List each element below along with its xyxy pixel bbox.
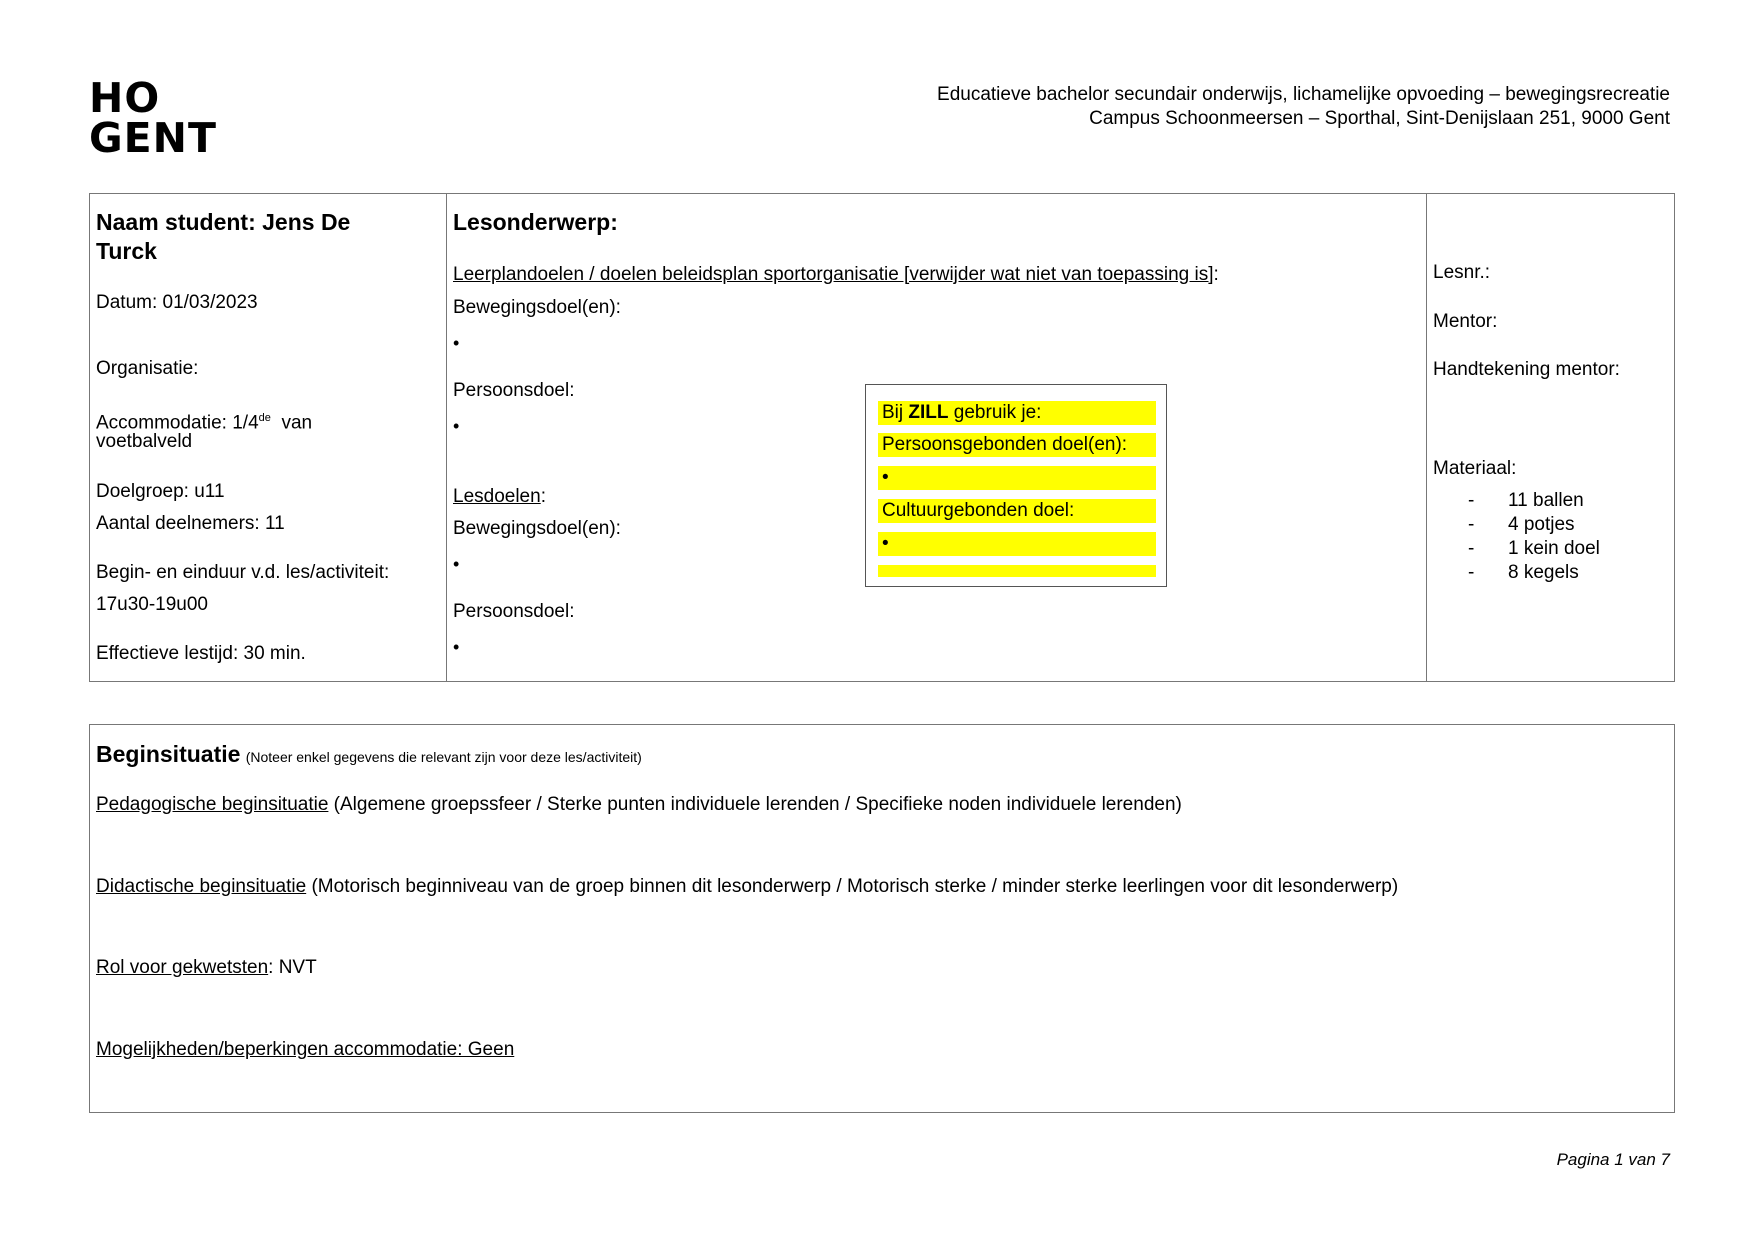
curriculum-goals-link: Leerplandoelen / doelen beleidsplan sportorganisatie [verwijder wat niet van toepassing is]: [453, 264, 1214, 285]
lesson-number-field: Lesnr.:: [1433, 262, 1491, 283]
injured-role-label: Rol voor gekwetsten: [96, 957, 269, 978]
personal-goal-label: Persoonsdoel:: [453, 380, 575, 401]
hogent-logo: [89, 74, 217, 162]
lesson-subject-title: Lesonderwerp:: [453, 209, 618, 235]
accommodation-text: Accommodatie: 1/4: [96, 412, 259, 434]
zill-empty-line: [878, 565, 1156, 577]
list-item: 11 ballen: [1508, 490, 1584, 511]
zill-bullet-2: •: [878, 532, 1156, 556]
list-item: 8 kegels: [1508, 562, 1579, 583]
personal-goal-label-2: Persoonsdoel:: [453, 601, 575, 622]
zill-bold: ZILL: [908, 402, 949, 423]
list-item: 4 potjes: [1508, 514, 1575, 535]
didactic-label: Didactische beginsituatie: [96, 876, 307, 897]
organisation-field: Organisatie:: [96, 358, 199, 379]
didactic-situation: [96, 875, 1398, 899]
student-name-line-2: Turck: [96, 238, 157, 264]
zill-box: [865, 384, 1167, 587]
pedagogical-label: Pedagogische beginsituatie: [96, 794, 329, 815]
accommodation-possibilities: Mogelijkheden/beperkingen accommodatie: Geen: [96, 1039, 515, 1060]
movement-goal-label-2: Bewegingsdoel(en):: [453, 518, 621, 539]
lesson-goals-heading: [453, 485, 546, 509]
list-item: 1 kein doel: [1508, 538, 1600, 559]
zill-bullet-1: •: [878, 466, 1156, 490]
pedagogical-situation: [96, 793, 1182, 817]
lesson-goals-label: Lesdoelen: [453, 486, 541, 507]
date-field: Datum: 01/03/2023: [96, 292, 258, 313]
colon: :: [540, 486, 546, 507]
didactic-text: (Motorisch beginniveau van de groep binnen dit lesonderwerp / Motorisch sterke / minder sterke leerlingen voor dit lesonderwerp): [306, 876, 1399, 897]
movement-goal-label: Bewegingsdoel(en):: [453, 297, 621, 318]
colon: :: [1213, 264, 1219, 285]
bullet-3: •: [453, 554, 460, 574]
beginsituatie-title: Beginsituatie: [96, 741, 241, 767]
zill-cultural-goal: Cultuurgebonden doel:: [878, 499, 1156, 523]
bullet-2: •: [453, 416, 460, 436]
zill-intro: [878, 401, 1156, 425]
student-name-line-1: Naam student: Jens De: [96, 209, 351, 235]
logo-line-1: HO: [89, 74, 161, 122]
effective-time-field: Effectieve lestijd: 30 min.: [96, 643, 306, 664]
accommodation-text-post: van: [270, 412, 313, 434]
header-line-2: Campus Schoonmeersen – Sporthal, Sint-Denijslaan 251, 9000 Gent: [1089, 108, 1670, 129]
injured-role-text: : NVT: [268, 957, 317, 978]
injured-role: [96, 956, 317, 980]
curriculum-goals-heading: [453, 263, 1219, 287]
list-dash: -: [1468, 490, 1475, 511]
logo-line-2: GENT: [89, 114, 217, 162]
beginsituatie-heading: [96, 740, 642, 769]
zill-personal-goal: Persoonsgebonden doel(en):: [878, 433, 1156, 457]
time-value: 17u30-19u00: [96, 594, 208, 615]
time-label: Begin- en einduur v.d. les/activiteit:: [96, 562, 390, 583]
zill-post: gebruik je:: [948, 402, 1042, 423]
header-info: [937, 83, 1670, 131]
mentor-field: Mentor:: [1433, 311, 1498, 332]
header-line-1: Educatieve bachelor secundair onderwijs, lichamelijke opvoeding – bewegingsrecreatie: [937, 84, 1670, 105]
list-dash: -: [1468, 538, 1475, 559]
bullet-4: •: [453, 637, 460, 657]
mentor-signature-field: Handtekening mentor:: [1433, 359, 1620, 380]
accommodation-sup: de: [258, 412, 271, 424]
material-label: Materiaal:: [1433, 458, 1517, 479]
participants-field: Aantal deelnemers: 11: [96, 513, 285, 534]
pedagogical-text: (Algemene groepssfeer / Sterke punten individuele lerenden / Specifieke noden individuele lerenden): [328, 794, 1182, 815]
list-dash: -: [1468, 514, 1475, 535]
beginsituatie-note: (Noteer enkel gegevens die relevant zijn voor deze les/activiteit): [245, 749, 642, 765]
list-dash: -: [1468, 562, 1475, 583]
target-group-field: Doelgroep: u11: [96, 481, 225, 502]
page-number: Pagina 1 van 7: [1556, 1150, 1670, 1169]
accommodation-line-2: voetbalveld: [96, 431, 193, 452]
bullet-1: •: [453, 333, 460, 353]
zill-pre: Bij: [882, 402, 909, 423]
